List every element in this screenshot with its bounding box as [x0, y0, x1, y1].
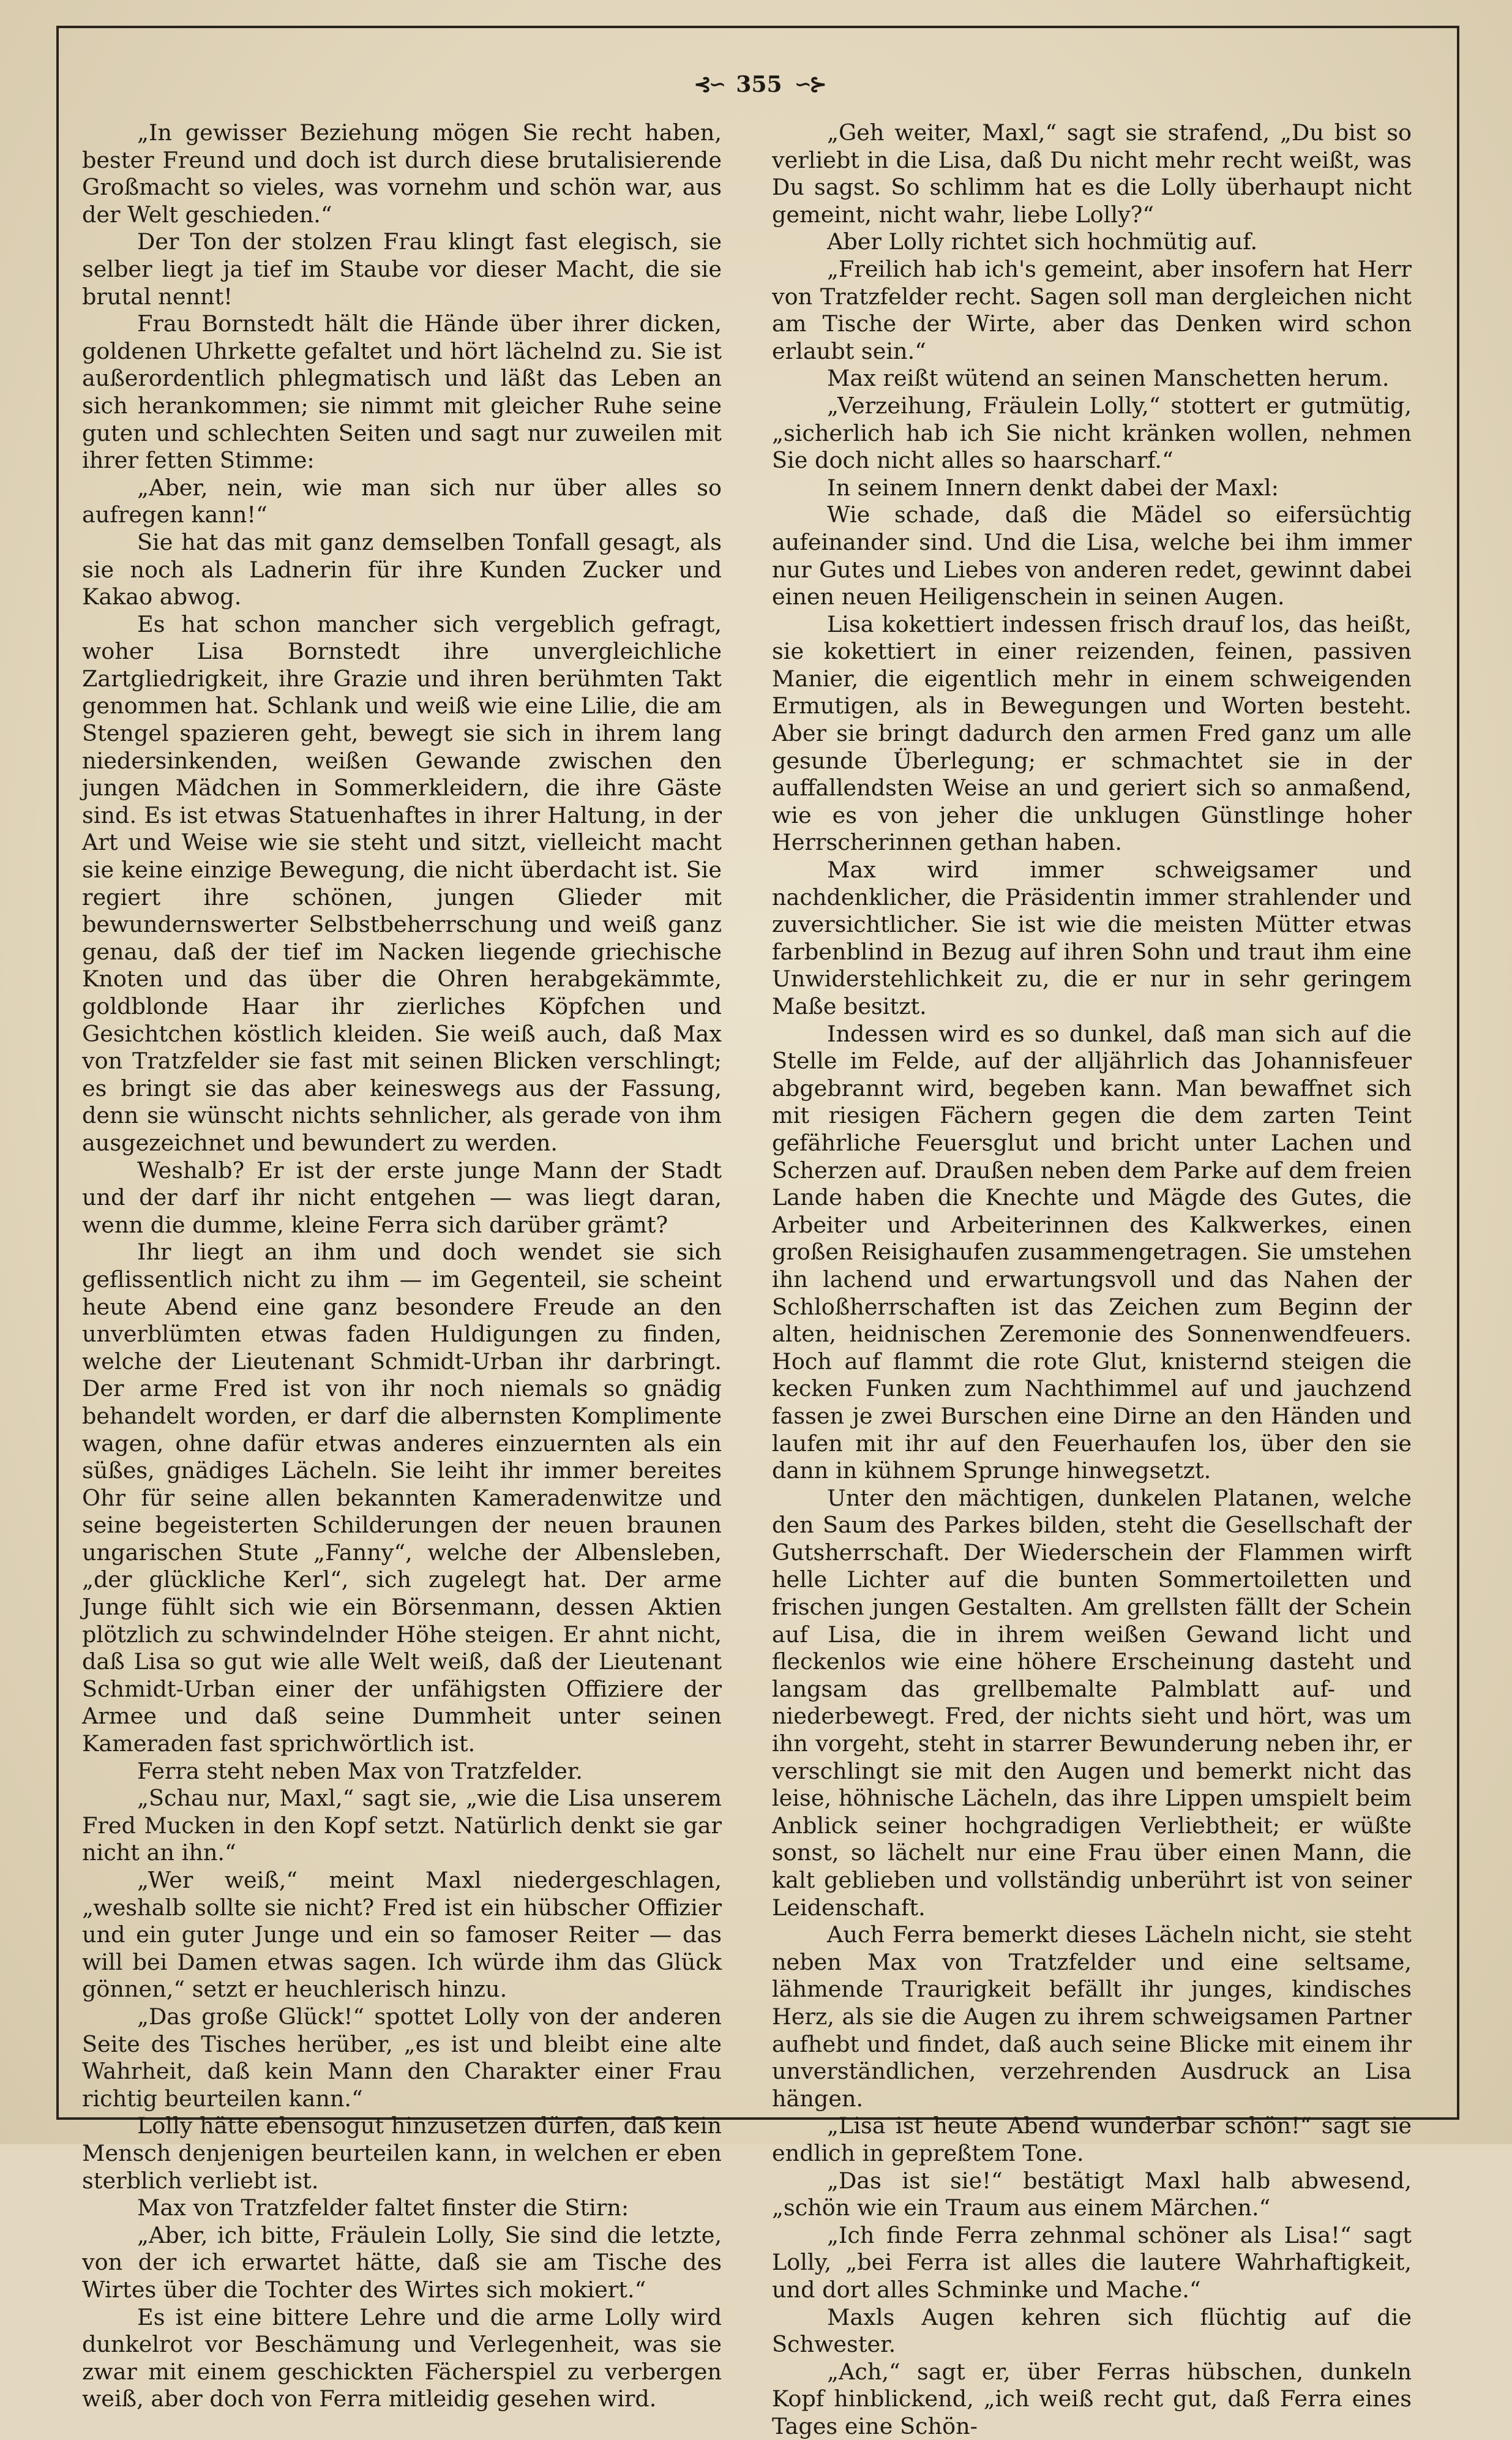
paragraph: „Schau nur, Maxl,“ sagt sie, „wie die Lisa unserem Fred Mucken in den Kopf setzt. Natürlich denkt sie gar nicht an ihn.“ [82, 1785, 722, 1866]
page-header [631, 66, 888, 103]
paragraph: Frau Bornstedt hält die Hände über ihrer dicken, goldenen Uhrkette gefaltet und hört lächelnd zu. Sie ist außerordentlich phlegmatisch und läßt das Leben an sich herankommen; sie nimmt mit gleicher Ruhe seine guten und schlechten Seiten und sagt nur zuweilen mit ihrer fetten Stimme: [82, 310, 722, 474]
paragraph: Es hat schon mancher sich vergeblich gefragt, woher Lisa Bornstedt ihre unvergleichliche Zartgliedrigkeit, ihre Grazie und ihren berühmten Takt genommen hat. Schlank und weiß wie eine Lilie, die am Stengel spazieren geht, bewegt sie sich in ihrem lang niedersinkenden, weißen Gewande zwischen den jungen Mädchen in Sommerkleidern, die ihre Gäste sind. Es ist etwas Statuenhaftes in ihrer Haltung, in der Art und Weise wie sie steht und sitzt, vielleicht macht sie keine einzige Bewegung, die nicht überdacht ist. Sie regiert ihre schönen, jungen Glieder mit bewundernswerter Selbstbeherrschung und weiß ganz genau, daß der tief im Nacken liegende griechische Knoten und das über die Ohren herabgekämmte, goldblonde Haar ihr zierliches Köpfchen und Gesichtchen köstlich kleiden. Sie weiß auch, daß Max von Tratzfelder sie fast mit seinen Blicken verschlingt; es bringt sie das aber keineswegs aus der Fassung, denn sie wünscht nichts sehnlicher, als gerade von ihm ausgezeichnet und bewundert zu werden. [82, 610, 722, 1156]
paragraph: „Aber, ich bitte, Fräulein Lolly, Sie sind die letzte, von der ich erwartet hätte, daß sie am Tische des Wirtes über die Tochter des Wirtes sich mokiert.“ [82, 2221, 722, 2303]
paragraph: Max reißt wütend an seinen Manschetten herum. [827, 365, 1390, 392]
paragraph: Aber Lolly richtet sich hochmütig auf. [827, 228, 1258, 255]
paragraph: Max wird immer schweigsamer und nachdenklicher, die Präsidentin immer strahlender und zuversichtlicher. Sie ist wie die meisten Mütter etwas farbenblind in Bezug auf ihren Sohn und traut ihm eine Unwiderstehlichkeit zu, die er nur in sehr geringem Maße besitzt. [772, 857, 1412, 1019]
flourish-right-icon: ∽⊱ [794, 72, 825, 97]
paragraph: „In gewisser Beziehung mögen Sie recht haben, bester Freund und doch ist durch diese brutalisierende Großmacht so vieles, was vornehm und schön war, aus der Welt geschieden.“ [82, 119, 722, 228]
paragraph: „Lisa ist heute Abend wunderbar schön!“ sagt sie endlich in gepreßtem Tone. [772, 2112, 1412, 2166]
paragraph: „Das ist sie!“ bestätigt Maxl halb abwesend, „schön wie ein Traum aus einem Märchen.“ [772, 2167, 1412, 2221]
paragraph: Sie hat das mit ganz demselben Tonfall gesagt, als sie noch als Ladnerin für ihre Kunden Zucker und Kakao abwog. [82, 528, 722, 610]
paragraph: „Ich finde Ferra zehnmal schöner als Lisa!“ sagt Lolly, „bei Ferra ist alles die lautere Wahrhaftigkeit, und dort alles Schminke und Mache.“ [772, 2221, 1412, 2303]
paragraph: Ferra steht neben Max von Tratzfelder. [137, 1757, 583, 1784]
paragraph: „Wer weiß,“ meint Maxl niedergeschlagen, „weshalb sollte sie nicht? Fred ist ein hübscher Offizier und ein guter Junge und ein so famoser Reiter — das will bei Damen etwas sagen. Ich würde ihm das Glück gönnen,“ setzt er heuchlerisch hinzu. [82, 1867, 722, 2003]
paragraph: In seinem Innern denkt dabei der Maxl: [827, 474, 1279, 501]
paragraph: Max von Tratzfelder faltet finster die Stirn: [137, 2194, 629, 2221]
paragraph: „Ach,“ sagt er, über Ferras hübschen, dunkeln Kopf hinblickend, „ich weiß recht gut, daß Ferra eines Tages eine Schön- [772, 2358, 1412, 2439]
paragraph: „Freilich hab ich's gemeint, aber insofern hat Herr von Tratzfelder recht. Sagen soll man dergleichen nicht am Tische der Wirte, aber das Denken wird schon erlaubt sein.“ [772, 255, 1412, 364]
paragraph: Es ist eine bittere Lehre und die arme Lolly wird dunkelrot vor Beschämung und Verlegenheit, was sie zwar mit einem geschickten Fächerspiel zu verbergen weiß, aber doch von Ferra mitleidig gesehen wird. [82, 2303, 722, 2412]
paragraph: Lolly hätte ebensogut hinzusetzen dürfen, daß kein Mensch denjenigen beurteilen kann, in welchen er eben sterblich verliebt ist. [82, 2112, 722, 2194]
right-text-column [772, 119, 1412, 2440]
paragraph: „Das große Glück!“ spottet Lolly von der anderen Seite des Tisches herüber, „es ist und bleibt eine alte Wahrheit, daß kein Mann den Charakter einer Frau richtig beurteilen kann.“ [82, 2003, 722, 2112]
paragraph: Lisa kokettiert indessen frisch drauf los, das heißt, sie kokettiert in einer reizenden, feinen, passiven Manier, die eigentlich mehr in einem schweigenden Ermutigen, als in Bewegungen und Worten besteht. Aber sie bringt dadurch den armen Fred ganz um alle gesunde Überlegung; er schmachtet sie in der auffallendsten Weise an und geriert sich so anmaßend, wie es von jeher die unklugen Günstlinge hoher Herrscherinnen gethan haben. [772, 610, 1412, 856]
paragraph: „Aber, nein, wie man sich nur über alles so aufregen kann!“ [82, 474, 722, 528]
paragraph: Unter den mächtigen, dunkelen Platanen, welche den Saum des Parkes bilden, steht die Gesellschaft der Gutsherrschaft. Der Wiederschein der Flammen wirft helle Lichter auf die bunten Sommertoiletten und frischen jungen Gestalten. Am grellsten fällt der Schein auf Lisa, die in ihrem weißen Gewand licht und fleckenlos wie eine höhere Erscheinung dasteht und langsam das grellbemalte Palmblatt auf- und niederbewegt. Fred, der nichts sieht und hört, was um ihn vorgeht, steht in starrer Bewunderung neben ihr, er verschlingt sie mit den Augen und bemerkt nicht das leise, höhnische Lächeln, das ihre Lippen umspielt beim Anblick seiner hochgradigen Verliebtheit; er wüßte sonst, so lächelt nur eine Frau über einen Mann, die kalt geblieben und vollständig unberührt ist von seiner Leidenschaft. [772, 1484, 1412, 1921]
paragraph: „Verzeihung, Fräulein Lolly,“ stottert er gutmütig, „sicherlich hab ich Sie nicht kränken wollen, nehmen Sie doch nicht alles so haarscharf.“ [772, 392, 1412, 474]
paragraph: Ihr liegt an ihm und doch wendet sie sich geflissentlich nicht zu ihm — im Gegenteil, sie scheint heute Abend eine ganz besondere Freude an den unverblümten etwas faden Huldigungen zu finden, welche der Lieutenant Schmidt-Urban ihr darbringt. Der arme Fred ist von ihr noch niemals so gnädig behandelt worden, er darf die albernsten Komplimente wagen, ohne dafür etwas anderes einzuernten als ein süßes, gnädiges Lächeln. Sie leiht ihr immer bereites Ohr für seine allen bekannten Kameradenwitze und seine begeisterten Schilderungen der neuen braunen ungarischen Stute „Fanny“, welche der Albensleben, „der glückliche Kerl“, sich zugelegt hat. Der arme Junge fühlt sich wie ein Börsenmann, dessen Aktien plötzlich zu schwindelnder Höhe steigen. Er ahnt nicht, daß Lisa so gut wie alle Welt weiß, daß der Lieutenant Schmidt-Urban einer der unfähigsten Offiziere der Armee und daß seine Dummheit unter seinen Kameraden fast sprichwörtlich ist. [82, 1239, 722, 1757]
paragraph: Maxls Augen kehren sich flüchtig auf die Schwester. [772, 2303, 1412, 2358]
left-text-column [82, 119, 722, 2413]
paragraph: Indessen wird es so dunkel, daß man sich auf die Stelle im Felde, auf der alljährlich das Johannisfeuer abgebrannt wird, begeben kann. Man bewaffnet sich mit riesigen Fächern gegen die dem zarten Teint gefährliche Feuersglut und bricht unter Lachen und Scherzen auf. Draußen neben dem Parke auf dem freien Lande haben die Knechte und Mägde des Gutes, die Arbeiter und Arbeiterinnen des Kalkwerkes, einen großen Reisighaufen zusammengetragen. Sie umstehen ihn lachend und erwartungsvoll und das Nahen der Schloßherrschaften ist das Zeichen zum Beginn der alten, heidnischen Zeremonie des Sonnenwendfeuers. Hoch auf flammt die rote Glut, knisternd steigen die kecken Funken zum Nachthimmel auf und jauchzend fassen je zwei Burschen eine Dirne an den Händen und laufen mit ihr auf den Feuerhaufen los, über den sie dann in kühnem Sprunge hinwegsetzt. [772, 1020, 1412, 1484]
paragraph: Weshalb? Er ist der erste junge Mann der Stadt und der darf ihr nicht entgehen — was liegt daran, wenn die dumme, kleine Ferra sich darüber grämt? [82, 1157, 722, 1238]
paragraph: Wie schade, daß die Mädel so eifersüchtig aufeinander sind. Und die Lisa, welche bei ihm immer nur Gutes und Liebes von anderen redet, gewinnt dabei einen neuen Heiligenschein in seinen Augen. [772, 501, 1412, 610]
paragraph: Der Ton der stolzen Frau klingt fast elegisch, sie selber liegt ja tief im Staube vor dieser Macht, die sie brutal nennt! [82, 228, 722, 310]
paragraph: „Geh weiter, Maxl,“ sagt sie strafend, „Du bist so verliebt in die Lisa, daß Du nicht mehr recht weißt, was Du sagst. So schlimm hat es die Lolly überhaupt nicht gemeint, nicht wahr, liebe Lolly?“ [772, 119, 1412, 228]
paragraph: Auch Ferra bemerkt dieses Lächeln nicht, sie steht neben Max von Tratzfelder und eine seltsame, lähmende Traurigkeit befällt ihr junges, kindisches Herz, als sie die Augen zu ihrem schweigsamen Partner aufhebt und findet, daß auch seine Blicke mit einem ihr unverständlichen, verzehrenden Ausdruck an Lisa hängen. [772, 1921, 1412, 2112]
page-number: 355 [736, 72, 782, 97]
flourish-left-icon: ⊰∽ [694, 72, 724, 97]
